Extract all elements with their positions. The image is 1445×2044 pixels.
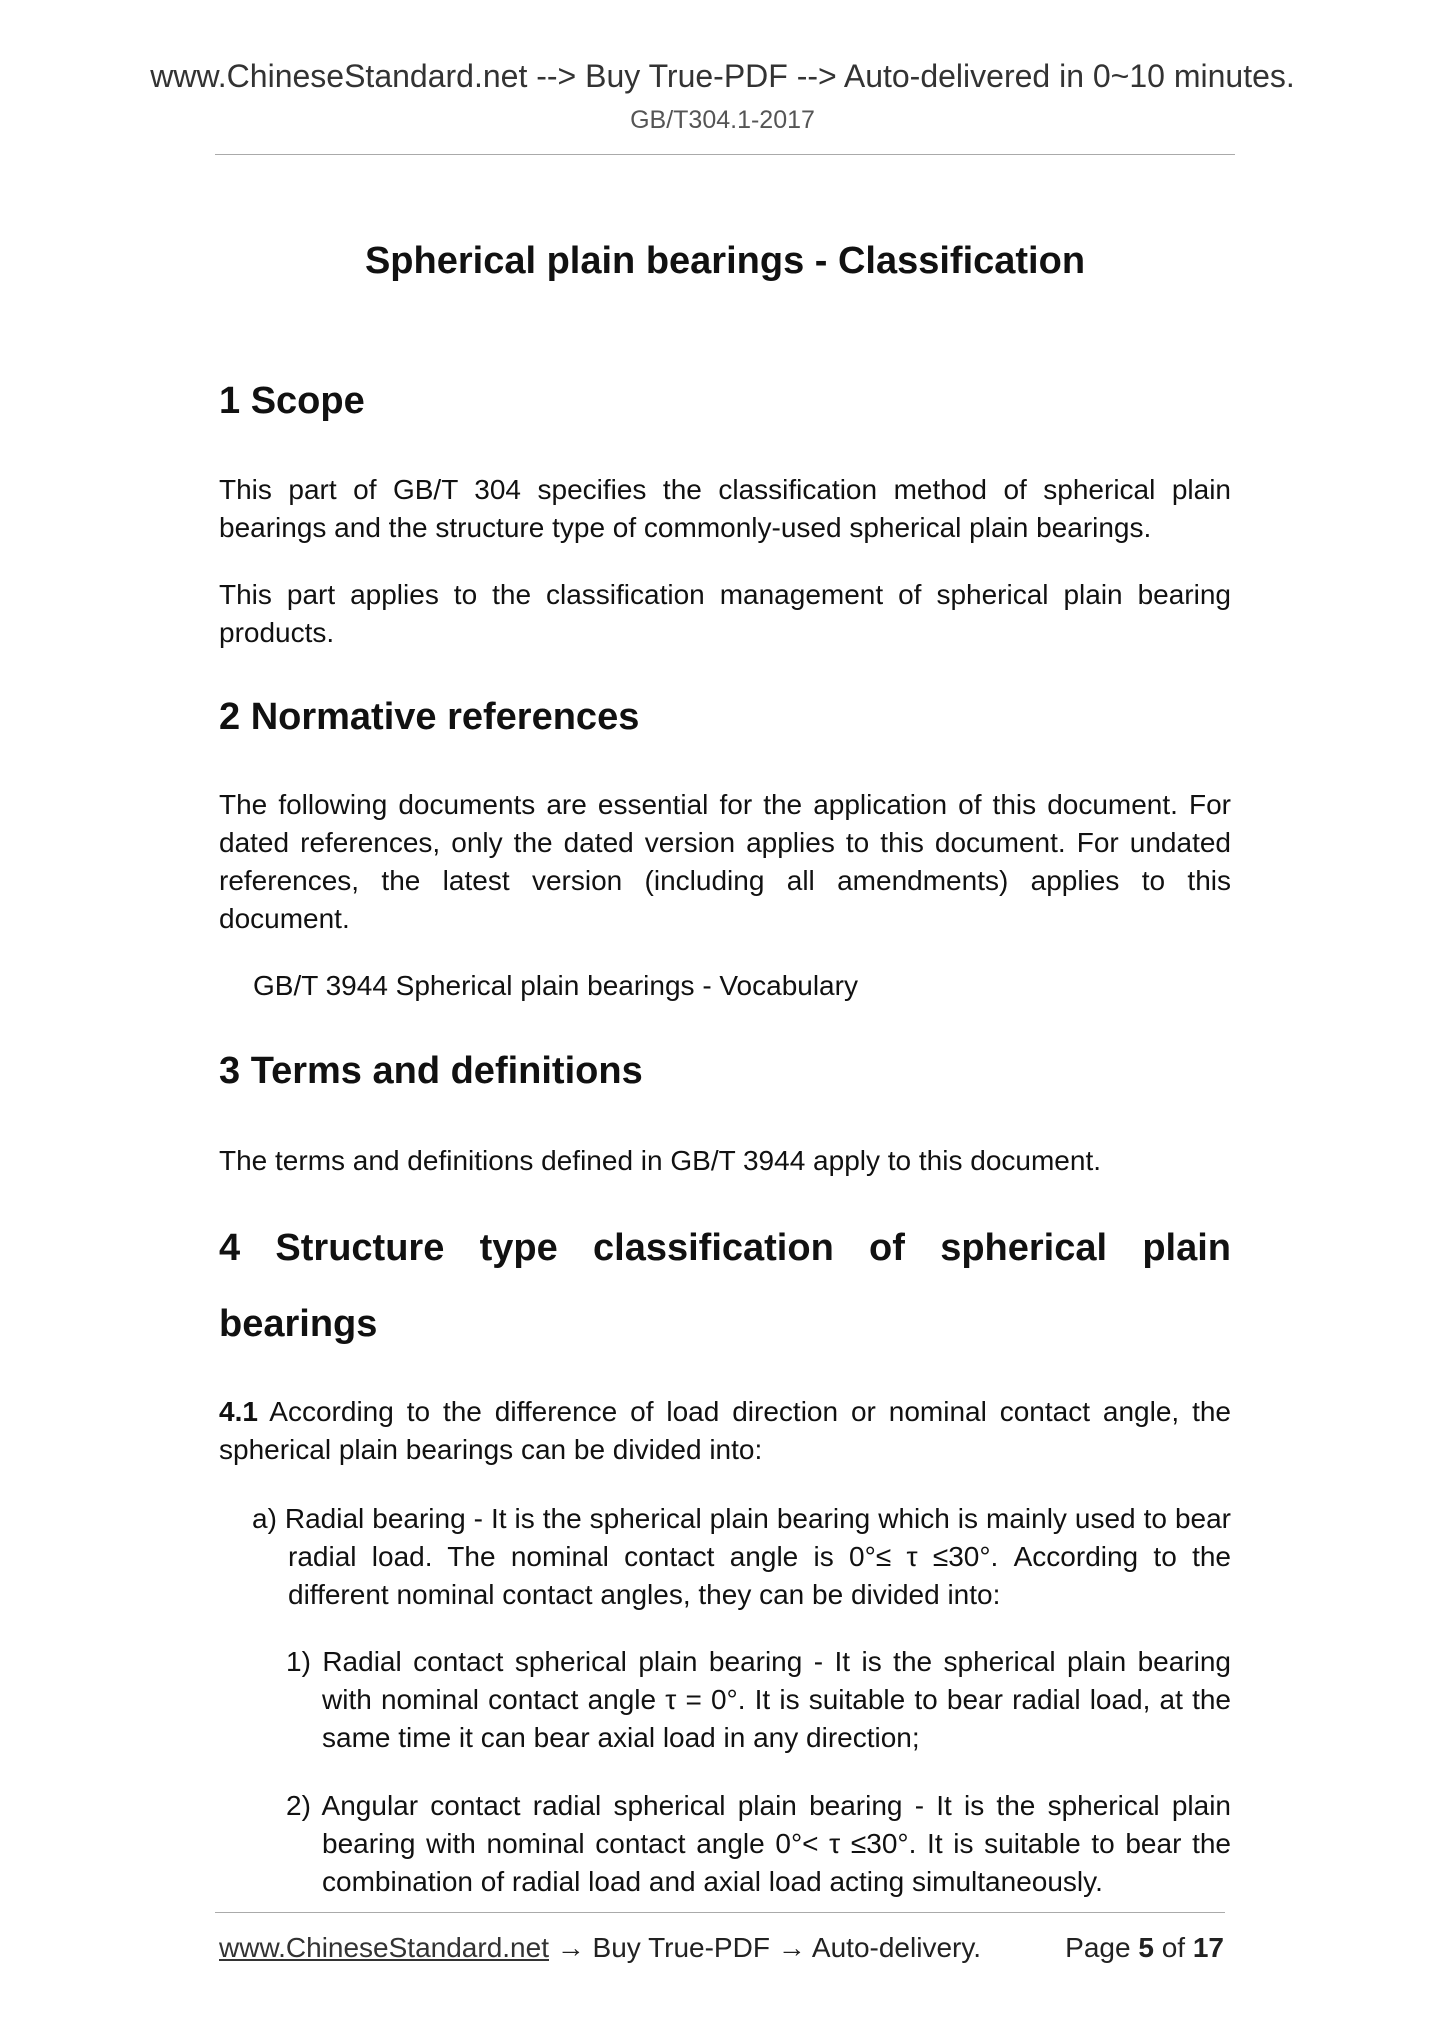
normative-paragraph: The following documents are essential for the application of this document. For dated references, only the dated version applies to this document. For undated references, the latest version (including all amendments) applies to this document. — [219, 789, 1231, 934]
document-title: Spherical plain bearings - Classification — [364, 240, 1086, 282]
header-banner: www.ChineseStandard.net --> Buy True-PDF --> Auto-delivered in 0~10 minutes. — [150, 58, 1295, 94]
footer-divider — [215, 1912, 1225, 1913]
page-word: Page — [1065, 1932, 1131, 1963]
section-normative-heading: 2 Normative references — [219, 696, 640, 738]
footer-tail: → Buy True-PDF → Auto-delivery. — [548, 1932, 982, 1963]
header-divider — [215, 154, 1235, 155]
document-code: GB/T304.1-2017 — [630, 106, 815, 134]
page-of-word: of — [1161, 1932, 1186, 1963]
page-total: 17 — [1192, 1932, 1224, 1963]
section-terms-heading: 3 Terms and definitions — [219, 1050, 643, 1092]
section-scope-heading: 1 Scope — [219, 380, 365, 422]
list-item-a: a) Radial bearing - It is the spherical plain bearing which is mainly used to bear radial load. The nominal contact angle is 0°≤ τ ≤30°. According to the different nominal contact angles, they can be divided into: — [252, 1503, 1231, 1610]
scope-paragraph-1: This part of GB/T 304 specifies the classification method of spherical plain bearings and the structure type of commonly-used spherical plain bearings. — [219, 474, 1231, 543]
normative-reference-item: GB/T 3944 Spherical plain bearings - Vocabulary — [253, 970, 858, 1001]
page-footer — [219, 1932, 1224, 1964]
footer-link[interactable]: www.ChineseStandard.net — [219, 1932, 549, 1963]
list-item-2: 2) Angular contact radial spherical plain bearing - It is the spherical plain bearing with nominal contact angle 0°< τ ≤30°. It is suitable to bear the combination of radial load and axial load acting simultaneously. — [286, 1790, 1231, 1897]
page-indicator — [1065, 1932, 1224, 1964]
list-item-1: 1) Radial contact spherical plain bearing - It is the spherical plain bearing with nominal contact angle τ = 0°. It is suitable to bear radial load, at the same time it can bear axial load in any direction; — [286, 1646, 1231, 1753]
section-structure-heading: 4 Structure type classification of spherical plain bearings — [219, 1227, 1231, 1345]
scope-paragraph-2: This part applies to the classification management of spherical plain bearing products. — [219, 579, 1231, 648]
clause-4-1-text: According to the difference of load direction or nominal contact angle, the spherical plain bearings can be divided into: — [219, 1396, 1231, 1465]
clause-4-1-number: 4.1 — [219, 1396, 258, 1427]
terms-paragraph: The terms and definitions defined in GB/T 3944 apply to this document. — [219, 1145, 1101, 1176]
page-number: 5 — [1138, 1932, 1154, 1963]
clause-4-1 — [219, 1393, 1231, 1469]
